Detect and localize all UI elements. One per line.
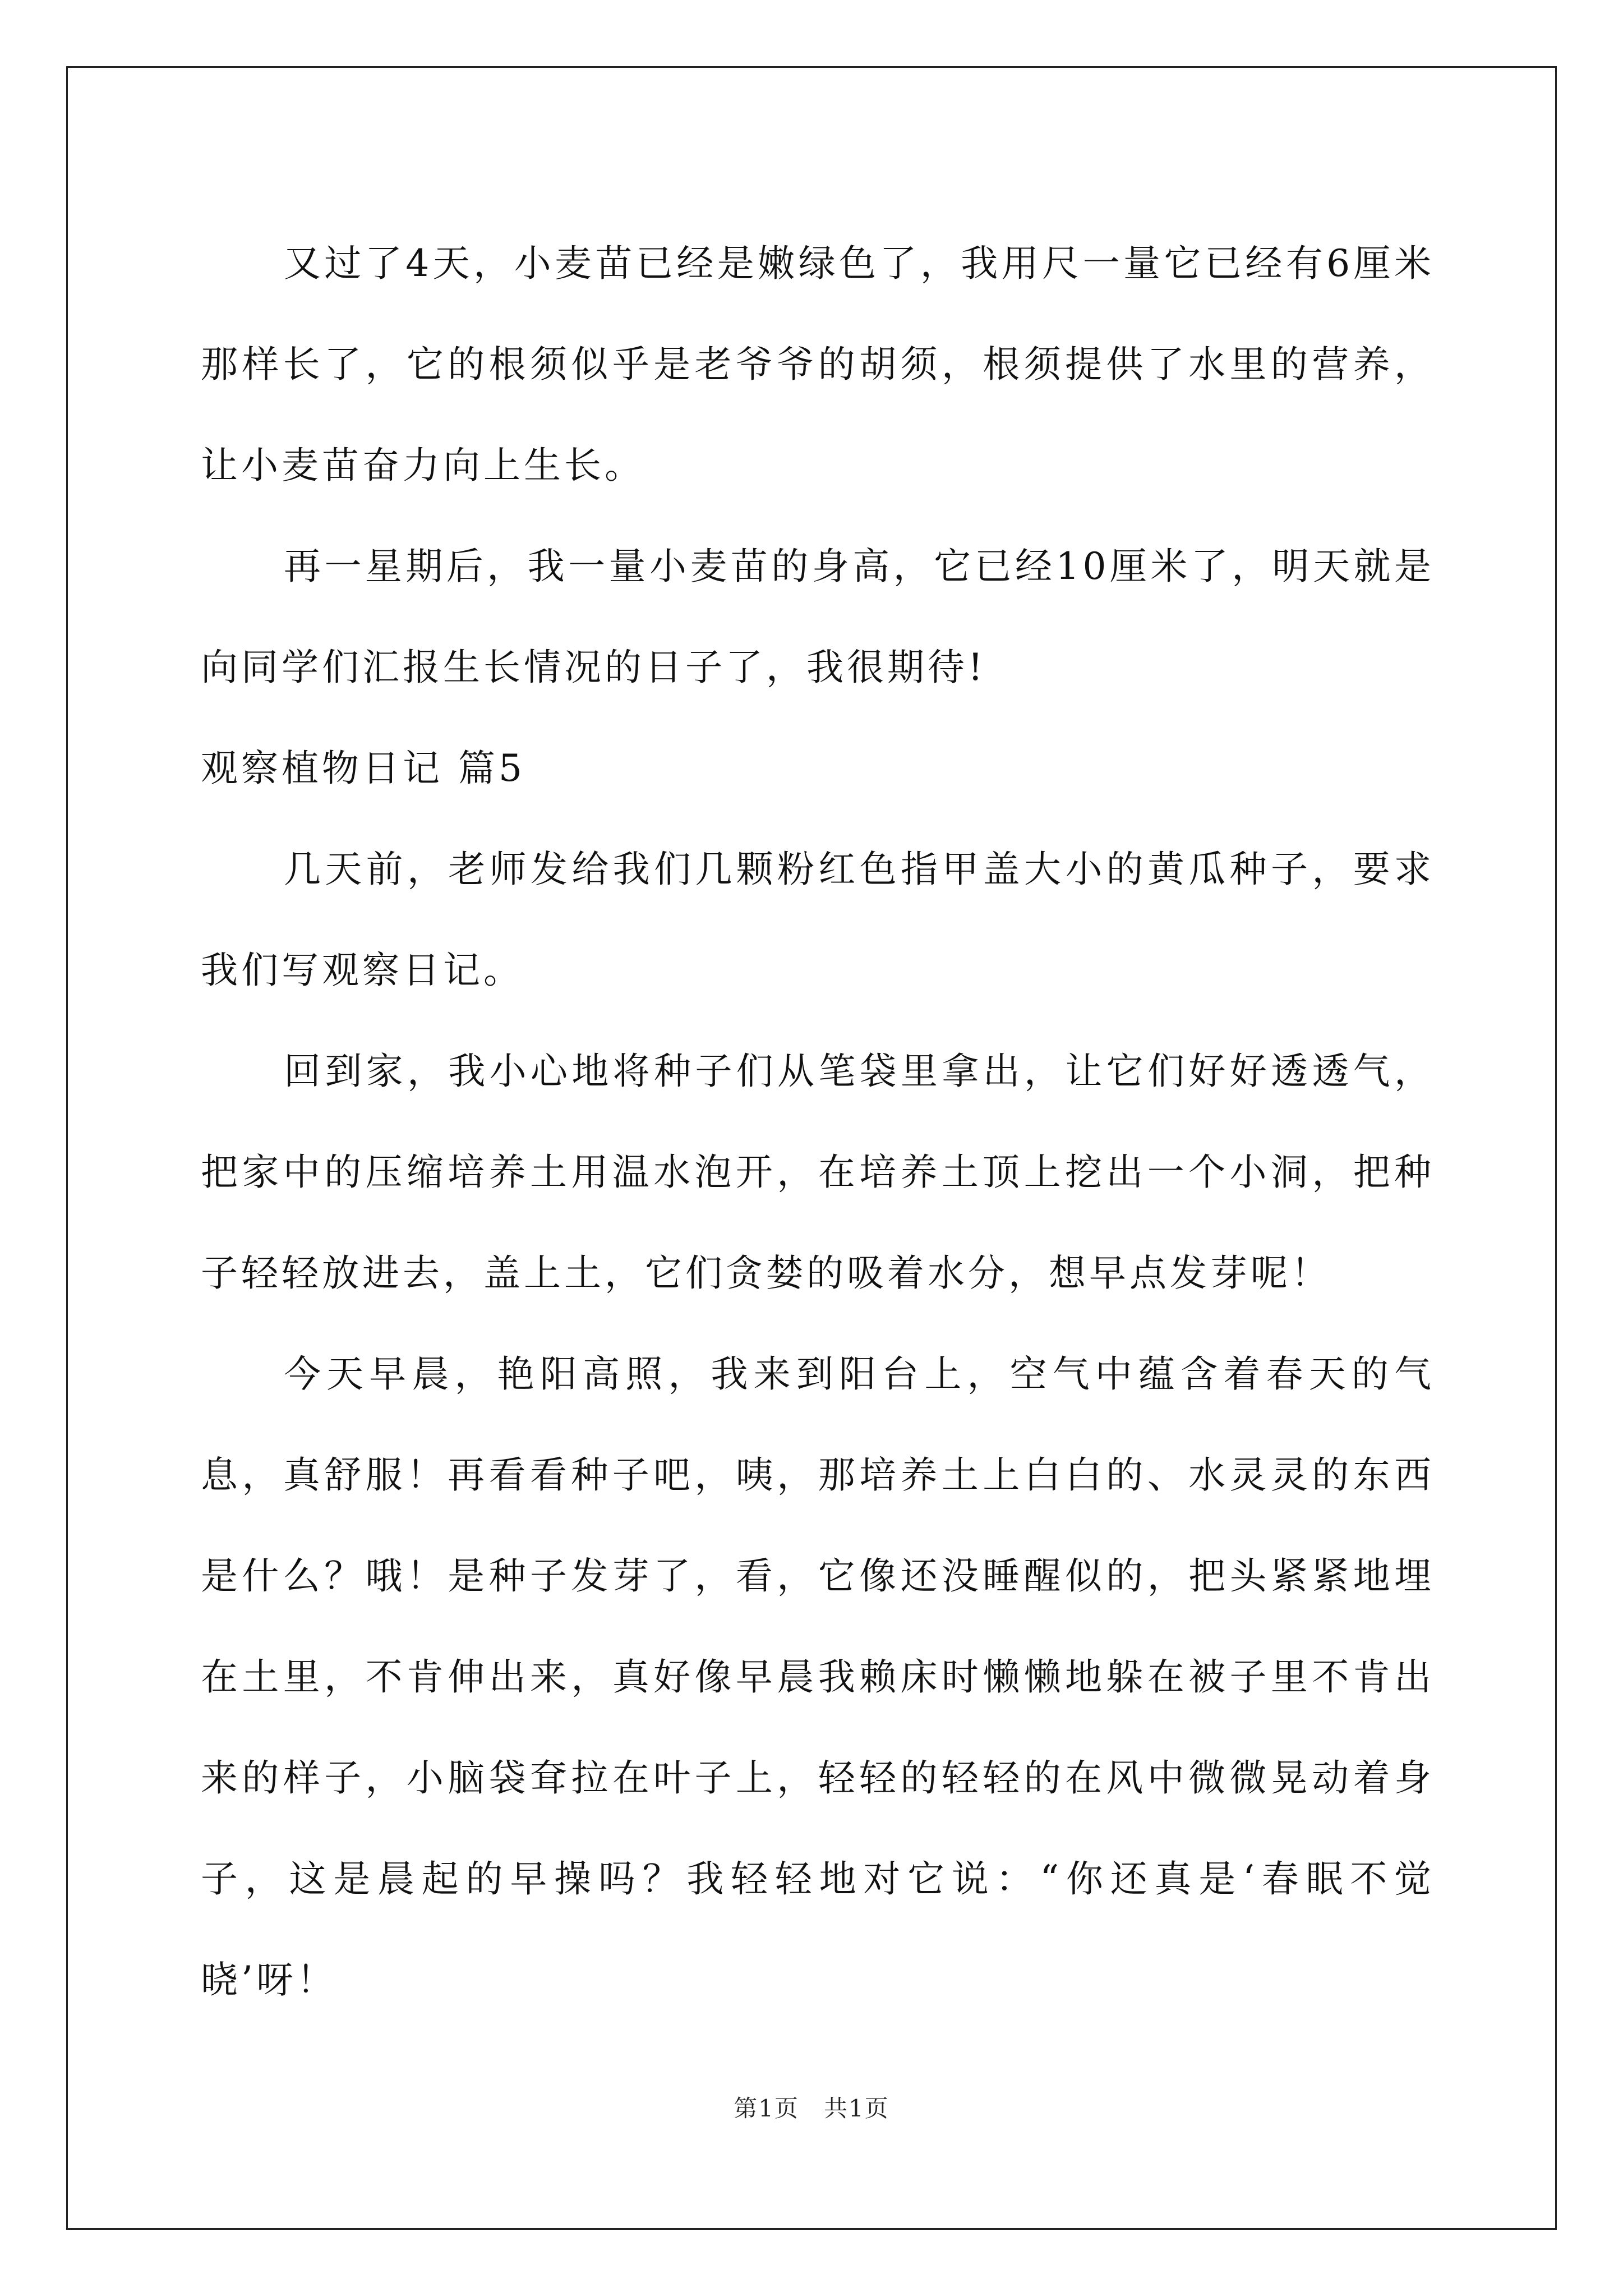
- section-title: 观察植物日记 篇5: [201, 747, 525, 790]
- page-footer: 第1页 共1页: [734, 2095, 889, 2122]
- paragraph: 今天早晨，艳阳高照，我来到阳台上，空气中蕴含着春天的气息，真舒服！再看看种子吧，咦，那培养土上白白的、水灵灵的东西是什么？哦！是种子发芽了，看，它像还没睡醒似的，把头紧紧地埋在土里，不肯伸出来，真好像早晨我赖床时懒懒地躲在被子里不肯出来的样子，小脑袋耷拉在叶子上，轻轻的轻轻的在风中微微晃动着身子，这是晨起的早操吗？我轻轻地对它说：“你还真是‘春眠不觉晓’呀！: [201, 1352, 1435, 2001]
- paragraph: 几天前，老师发给我们几颗粉红色指甲盖大小的黄瓜种子，要求我们写观察日记。: [201, 848, 1435, 992]
- paragraph: 回到家，我小心地将种子们从笔袋里拿出，让它们好好透透气，把家中的压缩培养土用温水泡开，在培养土顶上挖出一个小洞，把种子轻轻放进去，盖上土，它们贪婪的吸着水分，想早点发芽呢！: [201, 1050, 1435, 1295]
- document-body: [201, 213, 1435, 2031]
- paragraph: 再一星期后，我一量小麦苗的身高，它已经10厘米了，明天就是向同学们汇报生长情况的日子了，我很期待!: [201, 545, 1435, 689]
- paragraph: 又过了4天，小麦苗已经是嫩绿色了，我用尺一量它已经有6厘米那样长了，它的根须似乎是老爷爷的胡须，根须提供了水里的营养，让小麦苗奋力向上生长。: [201, 242, 1435, 487]
